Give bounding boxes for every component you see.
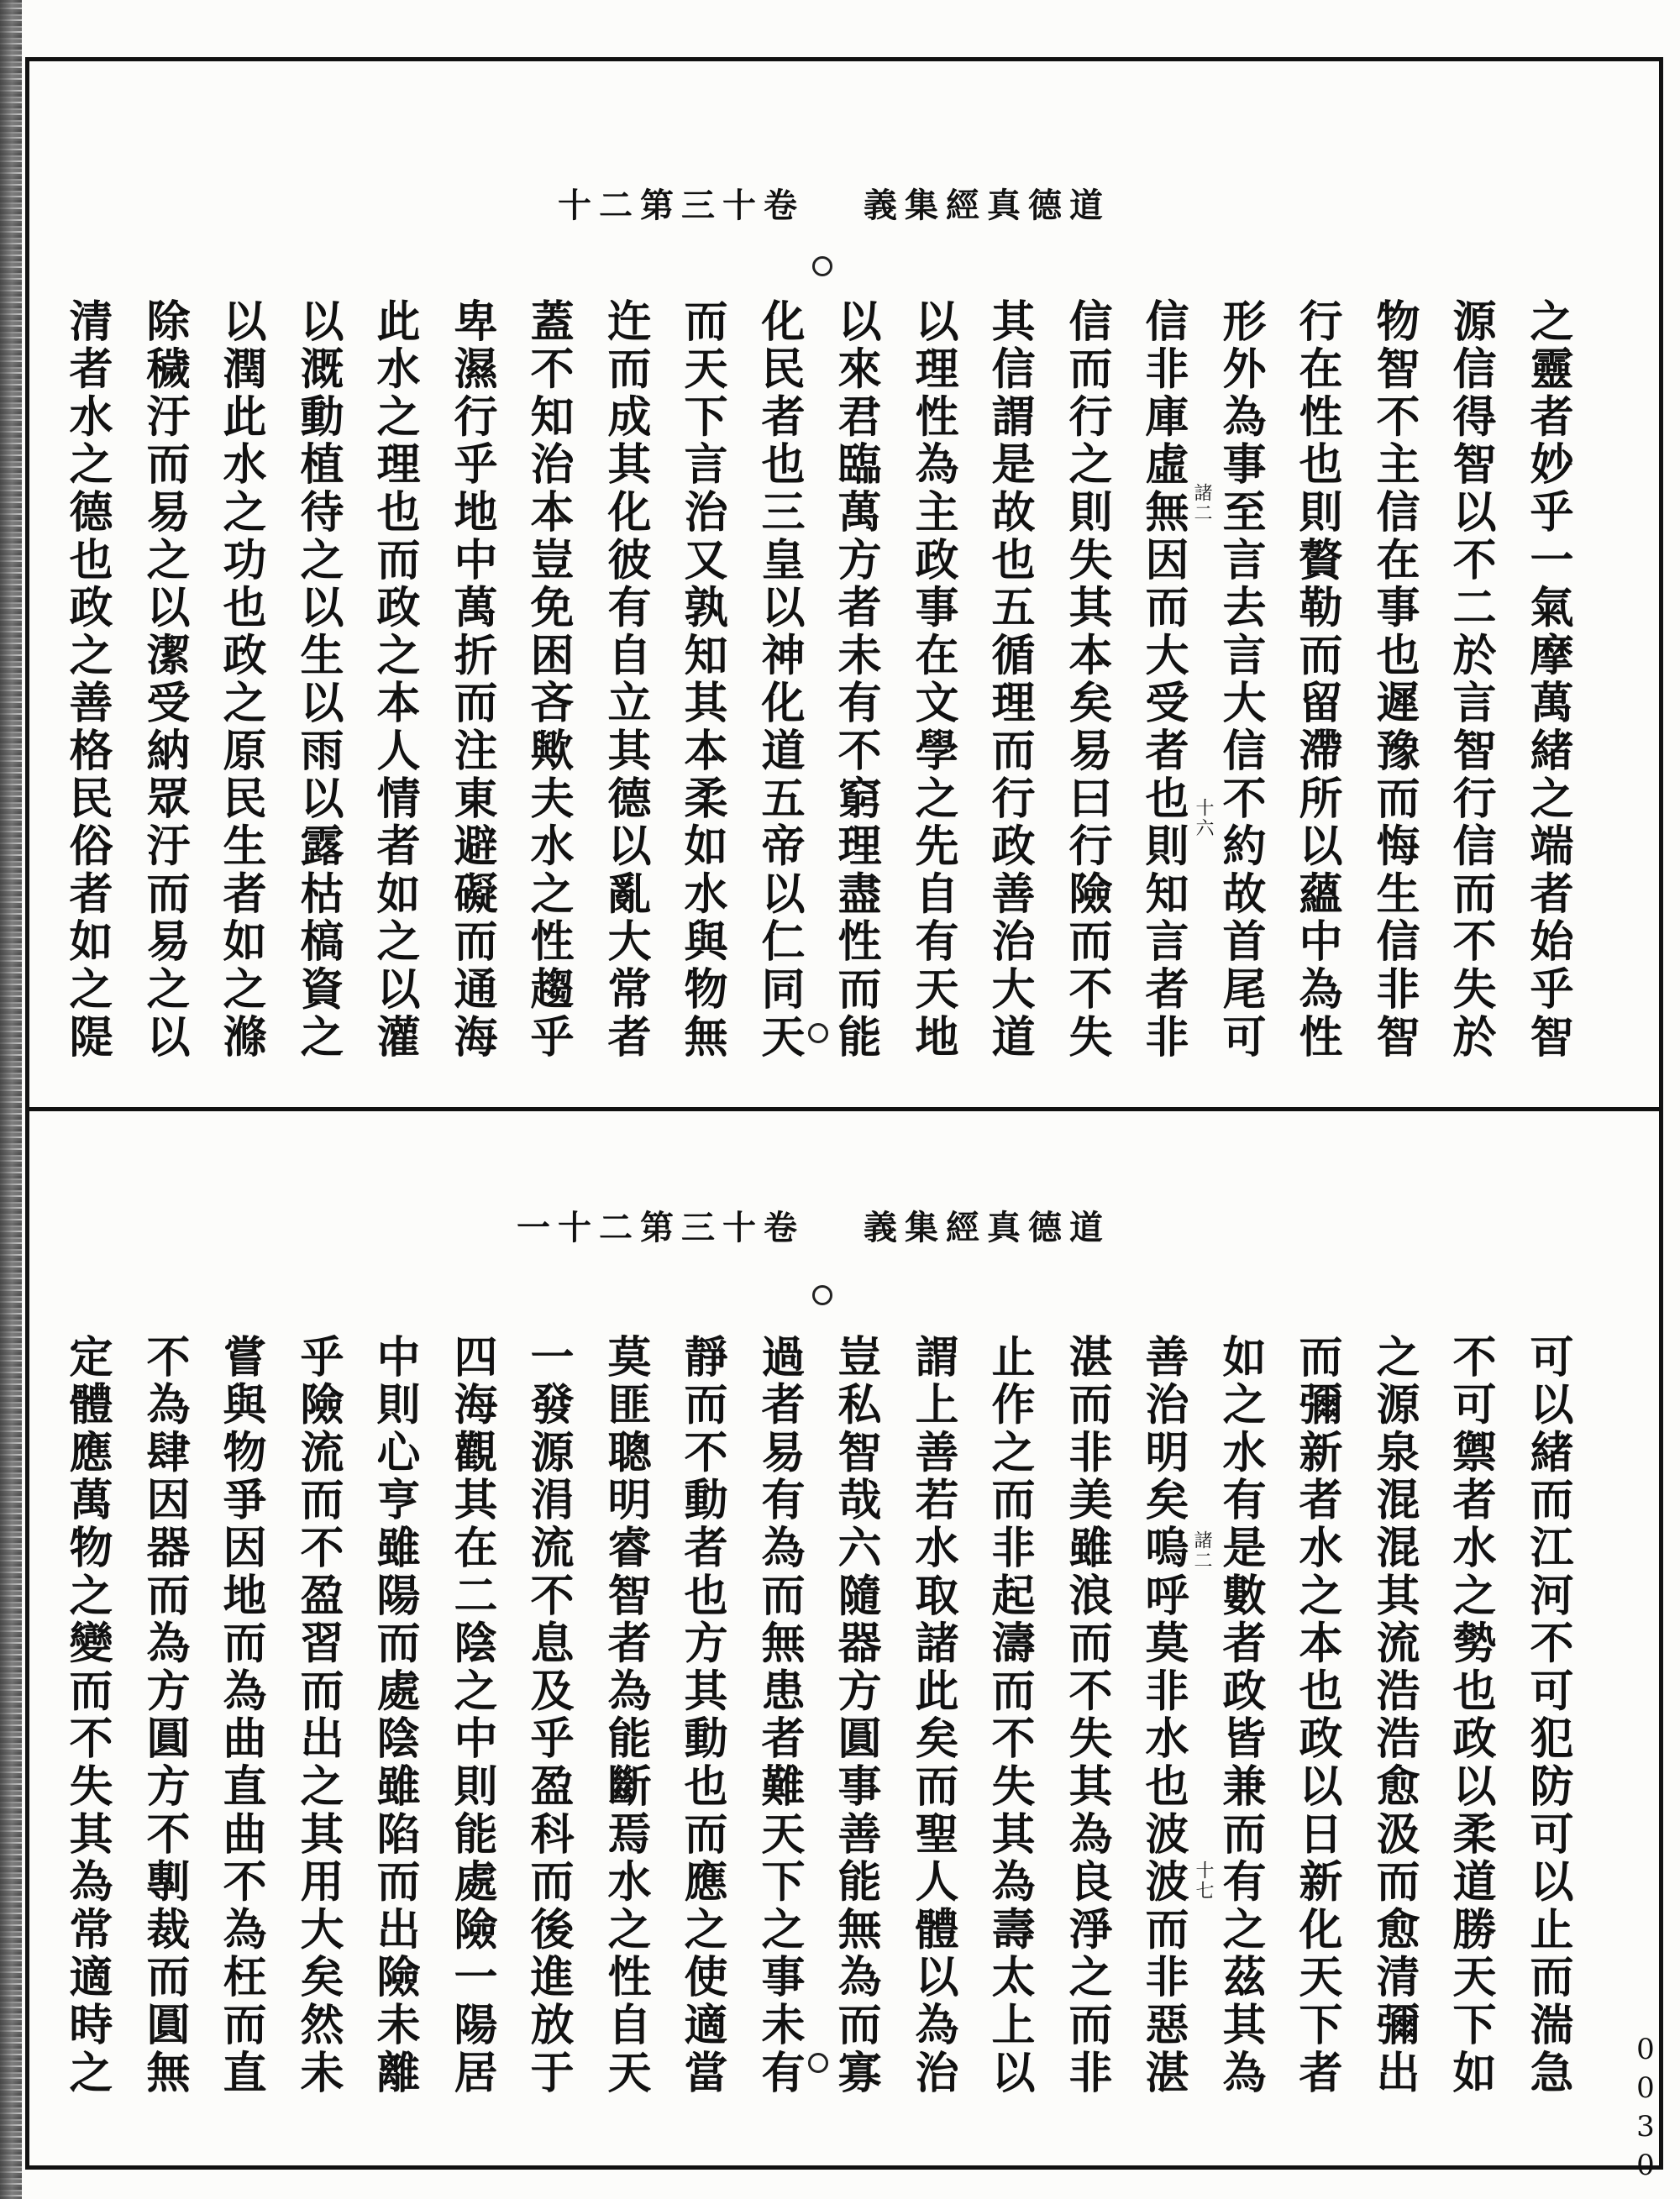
text-column: 物智不主信在事也遲豫而悔生信非智 — [1368, 298, 1420, 1062]
circle-mark — [812, 256, 832, 276]
text-column: 以來君臨萬方者未有不窮理盡性而能 — [830, 298, 881, 1062]
text-column: 湛而非美雖浪而不失其為良淨之而非 — [1061, 1334, 1112, 2097]
running-header — [487, 1209, 1110, 1247]
running-header — [538, 186, 1110, 225]
text-column: 靜而不動者也方其動也而應之使適當 — [676, 1334, 727, 2097]
text-column: 迕而成其化彼有自立其德以亂大常者 — [600, 298, 651, 1062]
text-column: 此水之理也而政之本人情者如之以灌 — [369, 298, 420, 1062]
text-column: 之靈者妙乎一氣摩萬緒之端者始乎智 — [1522, 298, 1573, 1062]
text-column: 定體應萬物之變而不失其為常適時之 — [61, 1334, 113, 2097]
chapter-folio: 卷十三第二十 — [558, 186, 805, 225]
text-column: 過者易有為而無患者難天下之事未有 — [753, 1334, 805, 2097]
text-column: 而天下言治又孰知其本柔如水與物無 — [676, 298, 727, 1062]
text-column: 可以緒而江河不可犯防可以止而湍急 — [1522, 1334, 1573, 2097]
book-title: 道德真經集義 — [864, 186, 1110, 225]
text-column: 以理性為主政事在文學之先自有天地 — [907, 298, 958, 1062]
text-column: 以溉動植待之以生以雨以露枯槁資之 — [292, 298, 344, 1062]
text-column: 卑濕行乎地中萬折而注東避礙而通海 — [446, 298, 497, 1062]
folio-mark: 十六 — [1193, 798, 1214, 838]
text-column: 善治明矣嗚呼莫非水也波波而非惡湛 — [1137, 1334, 1189, 2097]
text-column: 四海觀其在二陰之中則能處險一陽居 — [446, 1334, 497, 2097]
text-column: 莫匪聰明睿智者為能斷焉水之性自天 — [600, 1334, 651, 2097]
chapter-folio: 卷十三第二十一 — [517, 1208, 805, 1247]
text-column: 清者水之德也政之善格民俗者如之隄 — [61, 298, 113, 1062]
text-column: 一發源涓流不息及乎盈科而後進放于 — [522, 1334, 574, 2097]
text-column: 其信謂是故也五循理而行政善治大道 — [984, 298, 1035, 1062]
text-column: 不為肆因器而為方圓方不剸裁而圓無 — [139, 1334, 190, 2097]
text-column: 嘗與物爭因地而為曲直曲不為枉而直 — [215, 1334, 266, 2097]
case-mark: 諸二 — [1191, 483, 1212, 523]
text-column: 行在性也則贅勒而留滯所以蘊中為性 — [1291, 298, 1342, 1062]
text-column: 化民者也三皇以神化道五帝以仁同天 — [753, 298, 805, 1062]
case-mark: 諸二 — [1191, 1530, 1212, 1571]
text-column: 如之水有是數者政皆兼而有之茲其為 — [1215, 1334, 1266, 2097]
text-column: 之源泉混混其流浩浩愈汲而愈清彌出 — [1368, 1334, 1420, 2097]
text-column: 形外為事至言去言大信不約故首尾可 — [1215, 298, 1266, 1062]
text-column: 而彌新者水之本也政以日新化天下者 — [1291, 1334, 1342, 2097]
text-column: 信非庫虛無因而大受者也則知言者非 — [1137, 298, 1189, 1062]
scan-edge — [0, 0, 22, 2199]
text-column: 止作之而非起濤而不失其為壽太上以 — [984, 1334, 1035, 2097]
text-column: 謂上善若水取諸此矣而聖人體以為治 — [907, 1334, 958, 2097]
text-column: 中則心亨雖陽而處陰雖陷而出險未離 — [369, 1334, 420, 2097]
circle-mark — [808, 1023, 828, 1043]
text-column: 以潤此水之功也政之原民生者如之滌 — [215, 298, 266, 1062]
page-number: 0030 — [1629, 2033, 1662, 2187]
text-column: 源信得智以不二於言智行信而不失於 — [1445, 298, 1496, 1062]
text-column: 不可禦者水之勢也政以柔道勝天下如 — [1445, 1334, 1496, 2097]
text-column: 蓋不知治本豈免困吝歟夫水之性趨乎 — [522, 298, 574, 1062]
text-column: 豈私智哉六隨器方圓事善能無為而寡 — [830, 1334, 881, 2097]
text-column: 乎險流而不盈習而出之其用大矣然未 — [292, 1334, 344, 2097]
folio-mark: 十七 — [1193, 1860, 1214, 1901]
circle-mark — [812, 1285, 832, 1305]
circle-mark — [808, 2053, 828, 2073]
page-divider — [25, 1107, 1663, 1111]
text-column: 除穢汙而易之以潔受納眾汙而易之以 — [139, 298, 190, 1062]
text-column: 信而行之則失其本矣易曰行險而不失 — [1061, 298, 1112, 1062]
book-title: 道德真經集義 — [864, 1208, 1110, 1247]
